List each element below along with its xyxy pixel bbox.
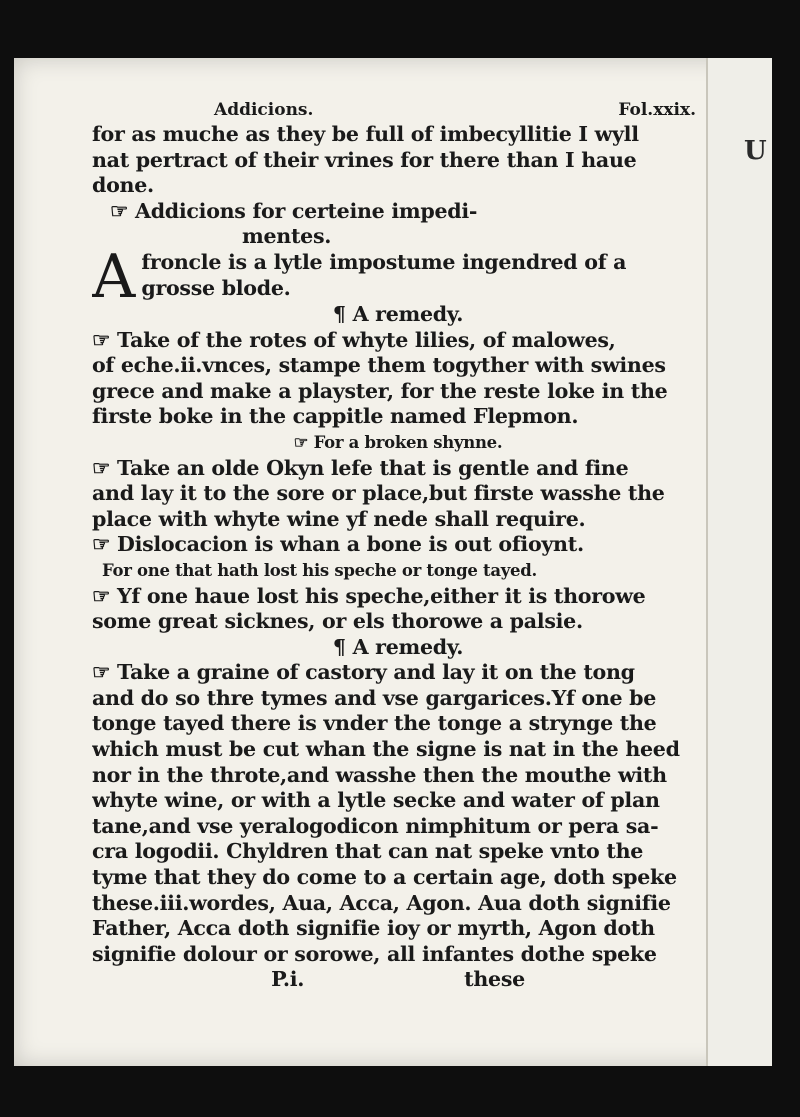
text-line: ☞ Yf one haue lost his speche,either it is thorowe	[92, 583, 646, 608]
remedy-heading: ¶ A remedy.	[332, 634, 464, 659]
text-line: cra logodii. Chyldren that can nat speke vnto the	[92, 839, 644, 864]
section-heading: ☞ Addicions for certeine impedi-	[110, 198, 478, 223]
folio-number: Fol.xxix.	[618, 100, 696, 120]
text-line: and lay it to the sore or place,but firste wasshe the	[92, 481, 665, 506]
text-line: signifie dolour or sorowe, all infantes dothe speke	[92, 941, 657, 966]
text-line: of eche.ii.vnces, stampe them togyther with swines	[92, 353, 666, 378]
text-line: these.iii.wordes, Aua, Acca, Agon. Aua doth signifie	[92, 890, 671, 915]
section-heading: mentes.	[242, 224, 332, 249]
drop-initial: A	[92, 249, 136, 302]
text-line: Father, Acca doth signifie ioy or myrth, Agon doth	[92, 916, 655, 941]
page-text	[92, 100, 704, 993]
text-line: firste boke in the cappitle named Flepmon.	[92, 404, 579, 429]
text-line: nor in the throte,and wasshe then the mouthe with	[92, 762, 667, 787]
running-head	[92, 100, 704, 122]
facing-page-edge	[706, 58, 772, 1066]
text-line: which must be cut whan the signe is nat in the heed	[92, 737, 680, 762]
text-line: ☞ Take of the rotes of whyte lilies, of malowes,	[92, 327, 616, 352]
subheading: For one that hath lost his speche or tonge tayed.	[102, 560, 537, 580]
text-line: and do so thre tymes and vse gargarices.Yf one be	[92, 685, 657, 710]
text-line: some great sicknes, or els thorowe a palsie.	[92, 609, 583, 634]
text-line: grosse blode.	[141, 275, 291, 300]
subheading: ☞ For a broken shynne.	[293, 432, 503, 452]
initial-paragraph	[92, 250, 704, 302]
remedy-heading: ¶ A remedy.	[332, 301, 464, 326]
catchword: these	[464, 967, 525, 992]
text-line: froncle is a lytle impostume ingendred of a	[141, 249, 627, 274]
text-line: tyme that they do come to a certain age, doth speke	[92, 865, 677, 890]
text-line: ☞ Dislocacion is whan a bone is out ofioynt.	[92, 532, 584, 557]
page-footer	[92, 967, 704, 993]
running-title: Addicions.	[214, 100, 314, 120]
text-line: for as muche as they be full of imbecyllitie I wyll	[92, 122, 639, 146]
text-line: ☞ Take an olde Okyn lefe that is gentle and fine	[92, 455, 629, 480]
text-line: tane,and vse yeralogodicon nimphitum or pera sa-	[92, 813, 659, 838]
text-line: nat pertract of their vrines for there than I haue	[92, 147, 637, 172]
text-line: place with whyte wine yf nede shall require.	[92, 506, 586, 531]
text-line: ☞ Take a graine of castory and lay it on the tong	[92, 660, 635, 685]
text-line: tonge tayed there is vnder the tonge a strynge the	[92, 711, 657, 736]
text-line: whyte wine, or with a lytle secke and water of plan	[92, 788, 660, 813]
text-line: grece and make a playster, for the reste loke in the	[92, 378, 668, 403]
signature-mark: P.i.	[271, 967, 305, 992]
margin-mark: U	[744, 136, 767, 166]
text-line: done.	[92, 173, 154, 198]
